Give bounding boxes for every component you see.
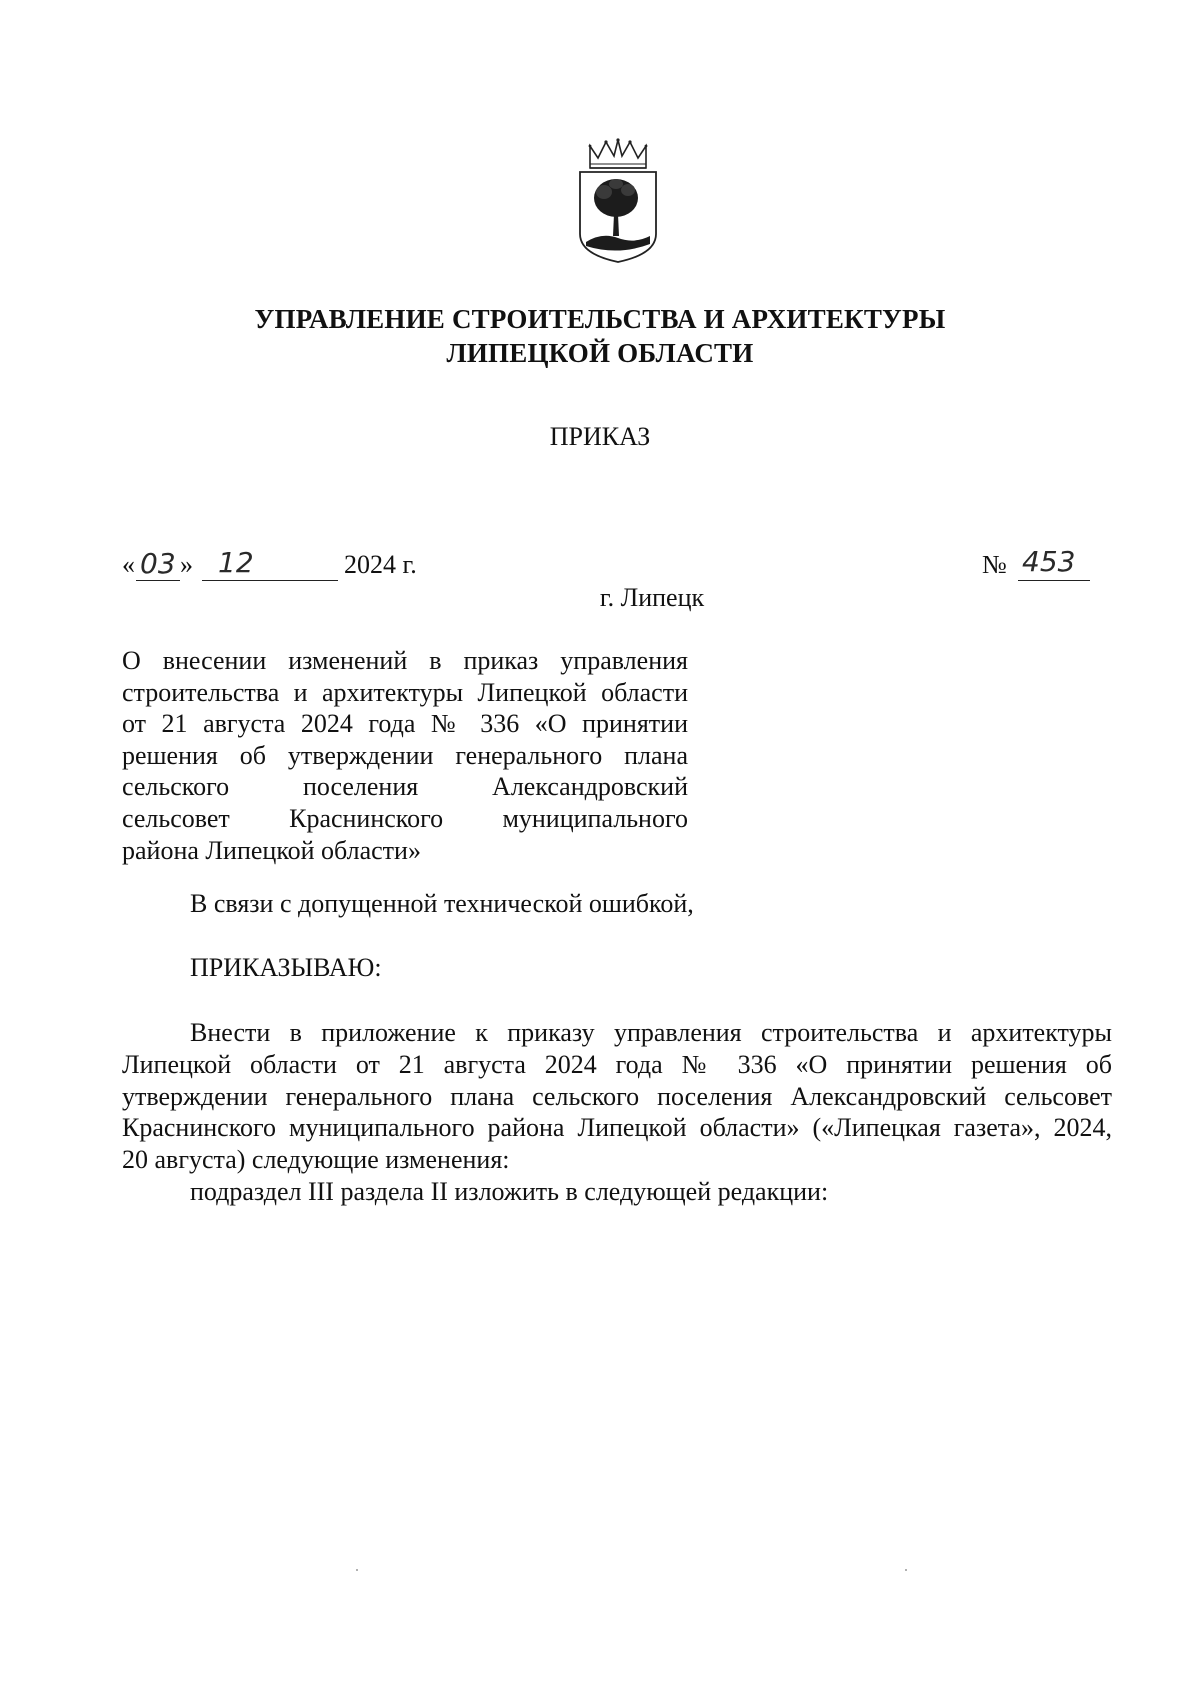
scan-speck (905, 1569, 907, 1571)
body-line: подраздел III раздела II изложить в следующей редакции: (190, 1176, 829, 1206)
coat-of-arms-icon (576, 138, 660, 266)
number-value: 453 (1022, 545, 1076, 578)
organization-name-line-2: ЛИПЕЦКОЙ ОБЛАСТИ (446, 338, 754, 368)
subject-line: О внесении изменений в приказ управления (122, 646, 688, 675)
organization-name-line-1: УПРАВЛЕНИЕ СТРОИТЕЛЬСТВА И АРХИТЕКТУРЫ (254, 304, 946, 334)
city: г. Липецк (599, 583, 705, 612)
body-line: 20 августа) следующие изменения: (122, 1145, 510, 1175)
subject-line: от 21 августа 2024 года № 336 «О принятии (122, 709, 688, 739)
scan-speck (356, 1569, 358, 1571)
document-number (982, 545, 1102, 584)
subject-line: района Липецкой области» (122, 835, 421, 865)
date-close-quote: » (180, 550, 193, 579)
document-date (122, 546, 442, 584)
subject-line: строительства и архитектуры Липецкой области (122, 677, 688, 707)
date-open-quote: « (122, 550, 135, 579)
date-month: 12 (218, 546, 254, 579)
order-word: ПРИКАЗЫВАЮ: (190, 953, 382, 982)
document-subject (122, 645, 688, 866)
body-line: Липецкой области от 21 августа 2024 года № 336 «О принятии решения об (122, 1049, 1112, 1079)
order-body (122, 1017, 1112, 1208)
subject-line: сельсовет Краснинского муниципального (122, 803, 688, 833)
body-line: Внести в приложение к приказу управления строительства и архитектуры (190, 1018, 1112, 1047)
number-sign: № (982, 550, 1007, 579)
document-type: ПРИКАЗ (549, 422, 651, 451)
subject-line: сельского поселения Александровский (122, 772, 688, 802)
date-day: 03 (140, 547, 176, 580)
body-line: Краснинского муниципального района Липецкой области» («Липецкая газета», 2024, (122, 1113, 1112, 1143)
date-year: 2024 г. (344, 550, 417, 579)
subject-line: решения об утверждении генерального плана (122, 740, 688, 770)
reason-text: В связи с допущенной технической ошибкой, (190, 889, 694, 918)
body-line: утверждении генерального плана сельского поселения Александровский сельсовет (122, 1081, 1112, 1111)
